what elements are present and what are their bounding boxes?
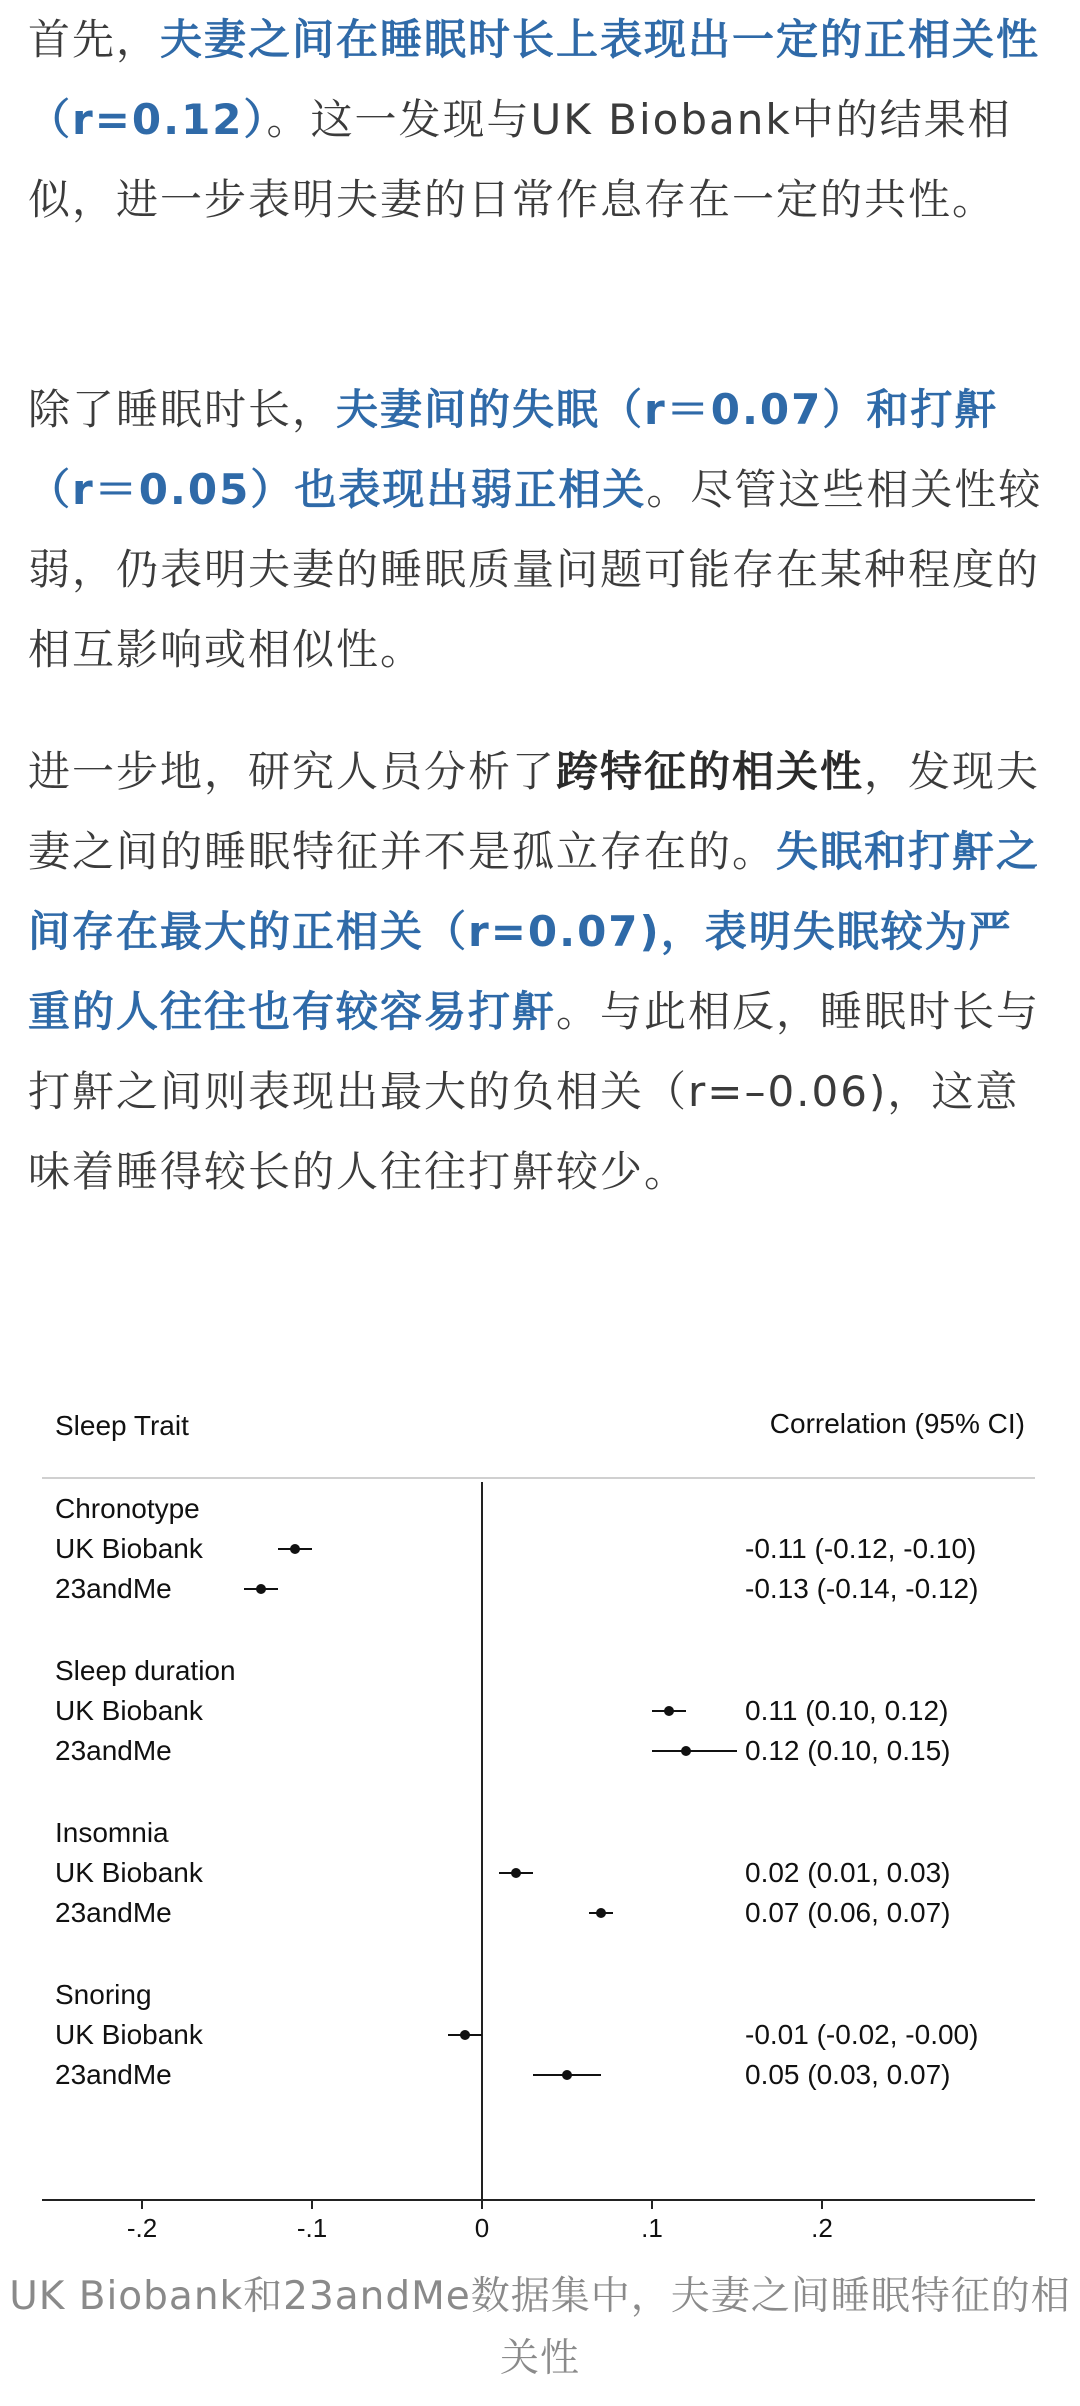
highlight-text: 夫妻间的失眠（r＝0.07）和打鼾（r＝0.05）也表现出弱正相关 bbox=[28, 385, 999, 514]
row-label: UK Biobank bbox=[55, 1857, 203, 1888]
paragraph-text: 。与此相反，睡眠时长与打鼾之间则表现出最大的负相关（r=–0.06)，这意味着睡得较长的人往往打鼾较少。 bbox=[28, 987, 1041, 1196]
paragraph-1 bbox=[28, 0, 1052, 240]
figure-caption: UK Biobank和23andMe数据集中，夫妻之间睡眠特征的相关性 bbox=[9, 2274, 1071, 2381]
paragraph-text: 。尽管这些相关性较弱，仍表明夫妻的睡眠质量问题可能存在某种程度的相互影响或相似性。 bbox=[28, 465, 1043, 674]
row-estimate-text: 0.12 (0.10, 0.15) bbox=[745, 1735, 951, 1766]
highlight-text: 夫妻之间在睡眠时长上表现出一定的正相关性（r=0.12） bbox=[28, 15, 1041, 144]
point-estimate bbox=[681, 1746, 691, 1756]
header-sleep-trait: Sleep Trait bbox=[55, 1410, 189, 1441]
paragraph-text: 首先， bbox=[28, 15, 161, 64]
paragraph-2 bbox=[28, 370, 1052, 690]
row-estimate-text: 0.02 (0.01, 0.03) bbox=[745, 1857, 951, 1888]
paragraph-text: 。这一发现与UK Biobank中的结果相似，进一步表明夫妻的日常作息存在一定的共性。 bbox=[28, 95, 1012, 224]
group-label: Chronotype bbox=[55, 1493, 200, 1524]
row-estimate-text: 0.05 (0.03, 0.07) bbox=[745, 2059, 951, 2090]
row-label: 23andMe bbox=[55, 1573, 172, 1604]
point-estimate bbox=[562, 2070, 572, 2080]
paragraph-text: 除了睡眠时长， bbox=[28, 385, 337, 434]
row-label: 23andMe bbox=[55, 1897, 172, 1928]
x-tick-label: -.1 bbox=[296, 2213, 328, 2243]
row-label: UK Biobank bbox=[55, 1533, 203, 1564]
group-label: Snoring bbox=[55, 1979, 152, 2010]
row-estimate-text: 0.07 (0.06, 0.07) bbox=[745, 1897, 951, 1928]
x-tick-label: .2 bbox=[811, 2213, 833, 2243]
highlight-text: 失眠和打鼾之间存在最大的正相关（r=0.07)，表明失眠较为严重的人往往也有较容易打鼾 bbox=[28, 827, 1041, 1036]
row-label: 23andMe bbox=[55, 1735, 172, 1766]
row-label: 23andMe bbox=[55, 2059, 172, 2090]
row-label: UK Biobank bbox=[55, 1695, 203, 1726]
paragraph-text: 进一步地，研究人员分析了 bbox=[28, 747, 557, 796]
row-estimate-text: -0.13 (-0.14, -0.12) bbox=[745, 1573, 979, 1604]
point-estimate bbox=[290, 1544, 300, 1554]
paragraph-text: ，发现夫妻之间的睡眠特征并不是孤立存在的。 bbox=[28, 747, 1041, 876]
row-estimate-text: -0.11 (-0.12, -0.10) bbox=[745, 1533, 977, 1564]
paragraph-3 bbox=[28, 732, 1052, 1212]
bold-text: 跨特征的相关性 bbox=[556, 747, 865, 796]
forest-plot bbox=[0, 1390, 1080, 2250]
group-label: Sleep duration bbox=[55, 1655, 236, 1686]
group-label: Insomnia bbox=[55, 1817, 169, 1848]
point-estimate bbox=[511, 1868, 521, 1878]
row-estimate-text: -0.01 (-0.02, -0.00) bbox=[745, 2019, 979, 2050]
x-tick-label: 0 bbox=[474, 2213, 490, 2243]
forest-plot-figure bbox=[0, 1390, 1080, 2243]
x-tick-label: -.2 bbox=[126, 2213, 158, 2243]
x-tick-label: .1 bbox=[641, 2213, 663, 2243]
header-correlation: Correlation (95% CI) bbox=[769, 1408, 1025, 1439]
row-label: UK Biobank bbox=[55, 2019, 203, 2050]
point-estimate bbox=[596, 1908, 606, 1918]
point-estimate bbox=[256, 1584, 266, 1594]
point-estimate bbox=[460, 2030, 470, 2040]
point-estimate bbox=[664, 1706, 674, 1716]
row-estimate-text: 0.11 (0.10, 0.12) bbox=[745, 1695, 949, 1726]
